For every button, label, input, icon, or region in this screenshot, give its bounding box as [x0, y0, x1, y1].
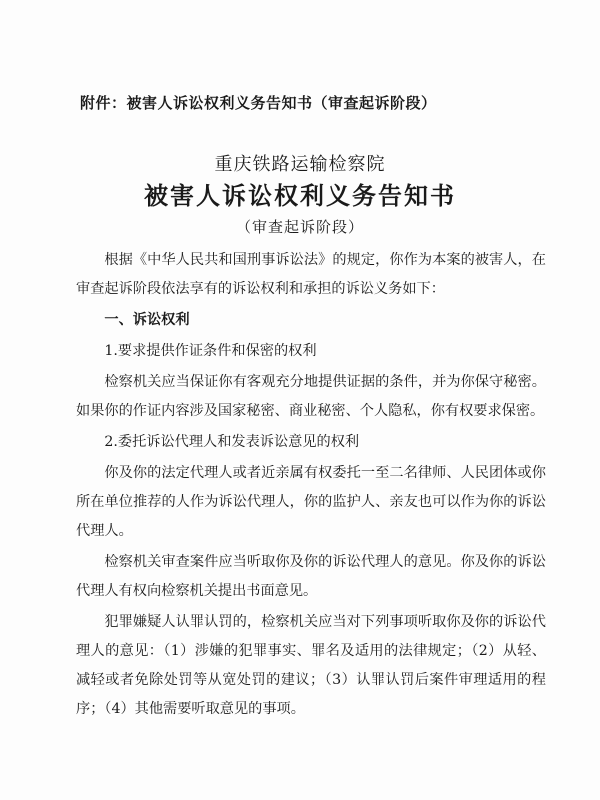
document-body: [76, 246, 546, 726]
paragraph-plea-opinions: 犯罪嫌疑人认罪认罚的，检察机关应当对下列事项听取你及你的诉讼代理人的意见：（1）涉嫌的犯罪事实、罪名及适用的法律规定；（2）从轻、减轻或者免除处罚等从宽处罚的建议；（3）认罪认罚后案件审理适用的程序；（4）其他需要听取意见的事项。: [76, 614, 546, 717]
subsection-heading-2: 2.委托诉讼代理人和发表诉讼意见的权利: [104, 434, 360, 450]
section-heading-rights: 一、诉讼权利: [104, 312, 190, 328]
organization-name: 重庆铁路运输检察院: [214, 154, 386, 175]
paragraph-testimony-conditions: 检察机关应当保证你有客观充分地提供证据的条件，并为你保守秘密。如果你的作证内容涉及国家秘密、商业秘密、个人隐私，你有权要求保密。: [76, 374, 546, 419]
subsection-heading-1: 1.要求提供作证条件和保密的权利: [104, 343, 317, 359]
document-title: 被害人诉讼权利义务告知书: [144, 181, 456, 210]
paragraph-agent-opinions: 检察机关审查案件应当听取你及你的诉讼代理人的意见。你及你的诉讼代理人有权向检察机关提出书面意见。: [76, 554, 546, 599]
document-stage: （审查起诉阶段）: [235, 218, 364, 236]
attachment-header: 附件：被害人诉讼权利义务告知书（审查起诉阶段）: [80, 94, 437, 112]
intro-paragraph: 根据《中华人民共和国刑事诉讼法》的规定，你作为本案的被害人，在审查起诉阶段依法享有的诉讼权利和承担的诉讼义务如下：: [76, 252, 546, 297]
paragraph-agent-entrust: 你及你的法定代理人或者近亲属有权委托一至二名律师、人民团体或你所在单位推荐的人作为诉讼代理人，你的监护人、亲友也可以作为你的诉讼代理人。: [76, 465, 546, 539]
